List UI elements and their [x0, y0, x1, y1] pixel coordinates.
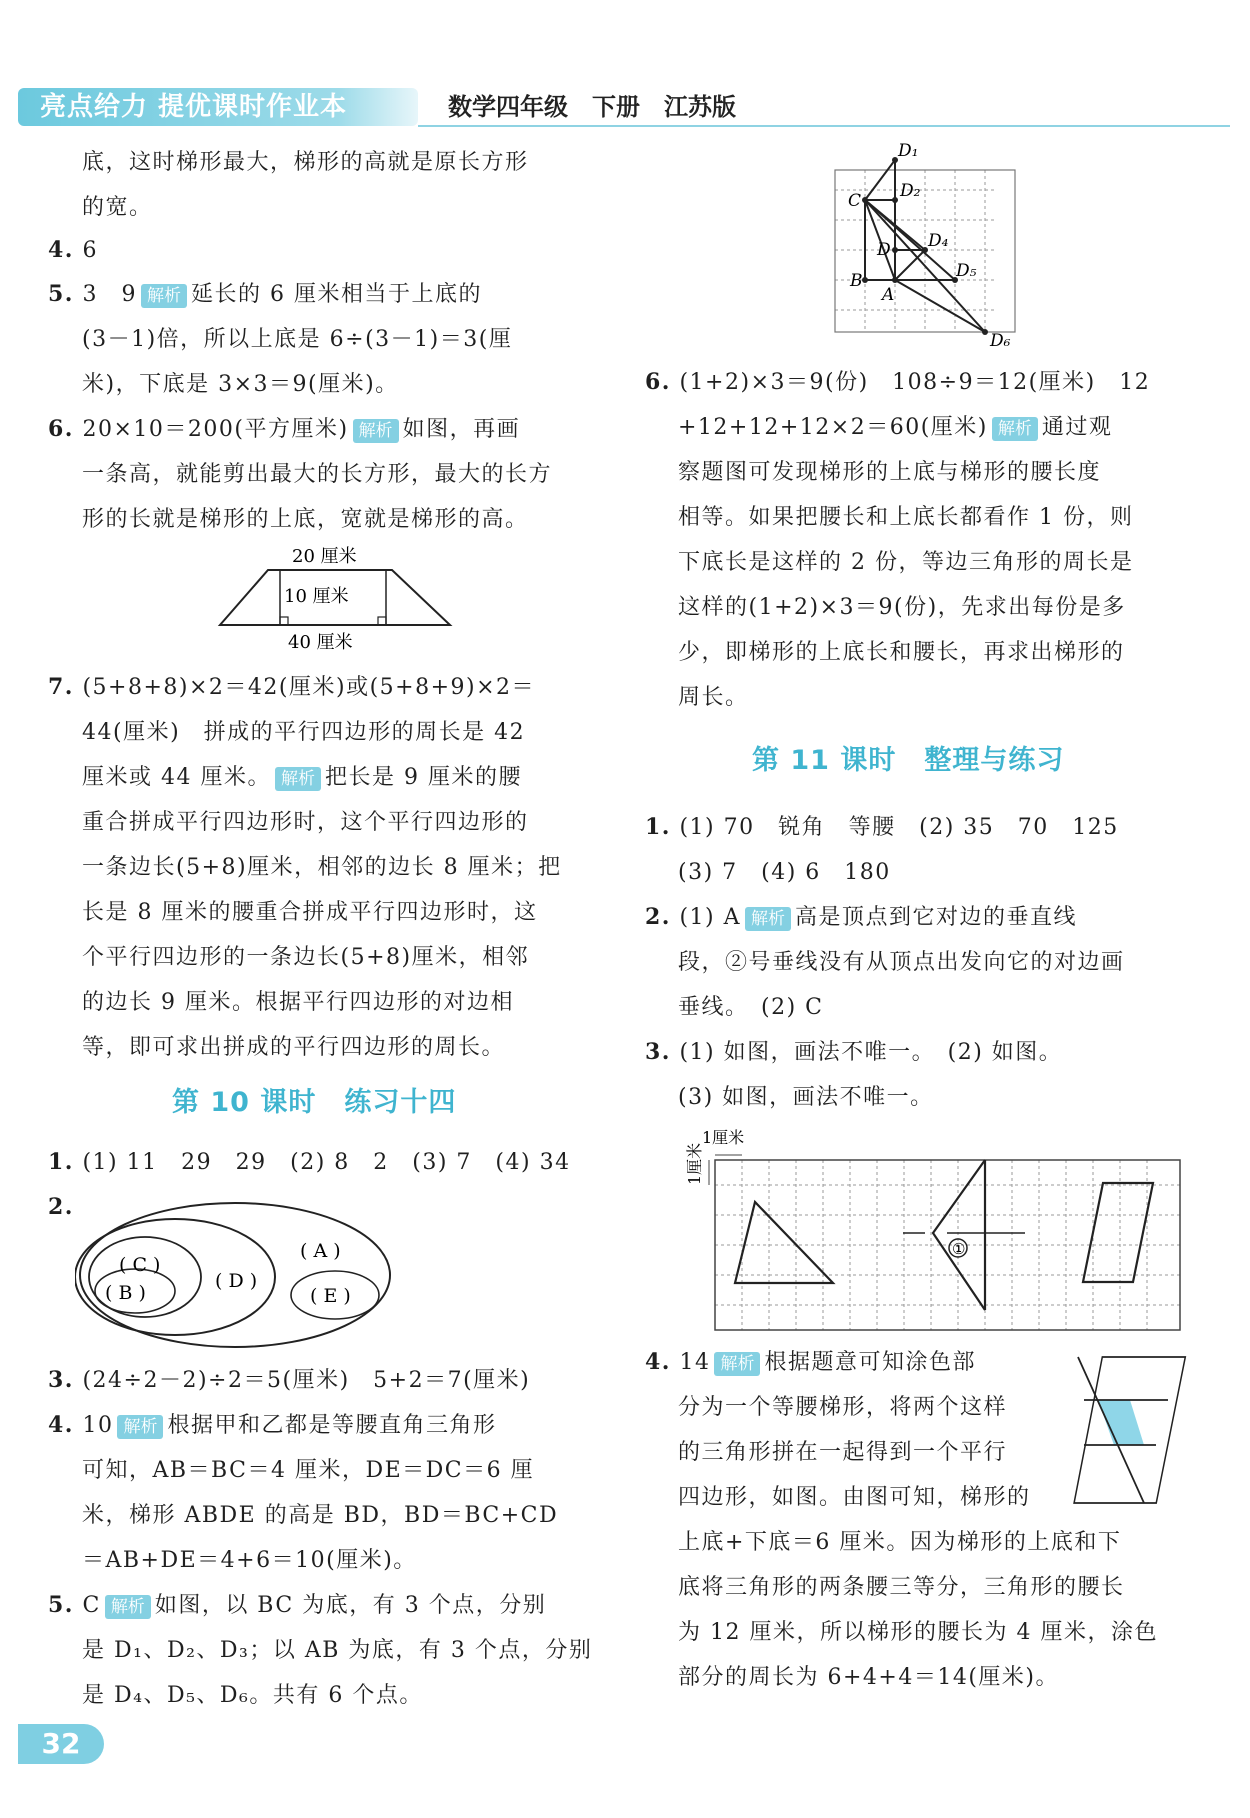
text-line: 四边形，如图。由图可知，梯形的 — [678, 1485, 1031, 1510]
header-divider — [418, 125, 1230, 127]
text-line: 分为一个等腰梯形，将两个这样 — [678, 1395, 1008, 1420]
text-line: 米)，下底是 3×3＝9(厘米)。 — [82, 372, 399, 397]
text-line: 长是 8 厘米的腰重合拼成平行四边形时，这 — [82, 900, 538, 925]
grid-unit-vertical: 1厘米 — [685, 1142, 704, 1185]
s11-answer-2: 2. (1) A 解析 高是顶点到它对边的垂直线 — [645, 904, 1078, 930]
text-line: 米，梯形 ABDE 的高是 BD，BD＝BC+CD — [82, 1503, 559, 1528]
venn-b: ( B ) — [105, 1282, 146, 1304]
text-line: 下底长是这样的 2 份，等边三角形的周长是 — [678, 550, 1134, 575]
parallelogram-figure — [1070, 1345, 1190, 1515]
text-line: 一条边长(5+8)厘米，相邻的边长 8 厘米；把 — [82, 855, 562, 880]
trapezoid-top-label: 20 厘米 — [292, 546, 357, 567]
text-line: +12+12+12×2＝60(厘米) 解析 通过观 — [678, 415, 1113, 440]
venn-c: ( C ) — [119, 1254, 161, 1276]
text-line: 为 12 厘米，所以梯形的腰长为 4 厘米，涂色 — [678, 1620, 1158, 1645]
analysis-tag: 解析 — [141, 284, 187, 308]
section-heading-10: 第 10 课时 练习十四 — [172, 1087, 457, 1118]
text-line: 厘米或 44 厘米。 解析 把长是 9 厘米的腰 — [82, 765, 522, 790]
text-line: (3－1)倍，所以上底是 6÷(3－1)＝3(厘 — [82, 327, 513, 352]
label-d5: D₅ — [956, 261, 977, 281]
grid-circle-label: ① — [952, 1240, 966, 1258]
s10-answer-5: 5. C 解析 如图，以 BC 为底，有 3 个点，分别 — [48, 1592, 547, 1618]
text-line: 形的长就是梯形的上底，宽就是梯形的高。 — [82, 507, 529, 532]
trapezoid-figure — [210, 540, 460, 655]
text-line: 可知，AB＝BC＝4 厘米，DE＝DC＝6 厘 — [82, 1458, 535, 1483]
text-line: 是 D₁、D₂、D₃；以 AB 为底，有 3 个点，分别 — [82, 1638, 593, 1663]
text-line: 上底+下底＝6 厘米。因为梯形的上底和下 — [678, 1530, 1122, 1555]
trapezoid-bottom-label: 40 厘米 — [288, 632, 353, 653]
page-number: 32 — [18, 1724, 104, 1764]
answer-5: 5. 3 9 解析 延长的 6 厘米相当于上底的 — [48, 281, 482, 307]
drawing-grid-figure — [675, 1125, 1185, 1340]
analysis-tag: 解析 — [117, 1415, 163, 1439]
label-d6: D₆ — [990, 331, 1011, 350]
venn-a: ( A ) — [300, 1240, 341, 1262]
text-line: 是 D₄、D₅、D₆。共有 6 个点。 — [82, 1683, 423, 1708]
text-line: 的宽。 — [82, 195, 153, 220]
text-line: 察题图可发现梯形的上底与梯形的腰长度 — [678, 460, 1102, 485]
venn-figure — [75, 1195, 405, 1355]
s10-answer-4: 4. 10 解析 根据甲和乙都是等腰直角三角形 — [48, 1412, 497, 1438]
s10-answer-3: 3. (24÷2－2)÷2＝5(厘米) 5+2＝7(厘米) — [48, 1367, 531, 1393]
text-line: 相等。如果把腰长和上底长都看作 1 份，则 — [678, 505, 1134, 530]
grid-unit-horizontal: 1厘米 — [702, 1128, 745, 1147]
text-line: 底，这时梯形最大，梯形的高就是原长方形 — [82, 150, 529, 175]
right-answer-6: 6. (1+2)×3＝9(份) 108÷9＝12(厘米) 12 — [645, 369, 1151, 395]
text-line: 个平行四边形的一条边长(5+8)厘米，相邻 — [82, 945, 530, 970]
answer-6: 6. 20×10＝200(平方厘米) 解析 如图，再画 — [48, 416, 521, 442]
text-line: (3) 7 (4) 6 180 — [678, 860, 891, 885]
venn-e: ( E ) — [310, 1285, 351, 1307]
label-d2: D₂ — [900, 181, 921, 201]
s11-answer-1: 1. (1) 70 锐角 等腰 (2) 35 70 125 — [645, 814, 1119, 840]
points-grid-figure — [820, 140, 1035, 350]
analysis-tag: 解析 — [353, 419, 399, 443]
book-title: 亮点给力 提优课时作业本 — [40, 92, 348, 122]
section-heading-11: 第 11 课时 整理与练习 — [752, 745, 1065, 776]
analysis-tag: 解析 — [992, 417, 1038, 441]
answer-7: 7. (5+8+8)×2＝42(厘米)或(5+8+9)×2＝ — [48, 674, 536, 700]
label-c: C — [848, 191, 862, 211]
text-line: 少，即梯形的上底长和腰长，再求出梯形的 — [678, 640, 1125, 665]
analysis-tag: 解析 — [105, 1595, 151, 1619]
label-d1: D₁ — [898, 141, 919, 161]
text-line: 段，②号垂线没有从顶点出发向它的对边画 — [678, 950, 1125, 975]
text-line: 等，即可求出拼成的平行四边形的周长。 — [82, 1035, 506, 1060]
text-line: 的三角形拼在一起得到一个平行 — [678, 1440, 1008, 1465]
text-line: 部分的周长为 6+4+4＝14(厘米)。 — [678, 1665, 1060, 1690]
label-b: B — [850, 271, 863, 291]
label-d4: D₄ — [928, 231, 949, 251]
text-line: 底将三角形的两条腰三等分，三角形的腰长 — [678, 1575, 1125, 1600]
text-line: (3) 如图，画法不唯一。 — [678, 1085, 934, 1110]
s11-answer-3: 3. (1) 如图，画法不唯一。 (2) 如图。 — [645, 1039, 1063, 1065]
venn-d: ( D ) — [215, 1270, 258, 1292]
book-subtitle: 数学四年级 下册 江苏版 — [448, 93, 736, 121]
text-line: 的边长 9 厘米。根据平行四边形的对边相 — [82, 990, 514, 1015]
text-line: 垂线。 (2) C — [678, 995, 824, 1020]
label-d: D — [877, 240, 891, 260]
text-line: 一条高，就能剪出最大的长方形，最大的长方 — [82, 462, 553, 487]
text-line: ＝AB+DE＝4+6＝10(厘米)。 — [82, 1548, 417, 1573]
answer-4: 4. 6 — [48, 237, 98, 263]
trapezoid-height-label: 10 厘米 — [284, 586, 349, 607]
label-a: A — [882, 285, 895, 305]
s10-answer-2: 2. — [48, 1194, 74, 1220]
analysis-tag: 解析 — [275, 767, 321, 791]
text-line: 44(厘米) 拼成的平行四边形的周长是 42 — [82, 720, 526, 745]
text-line: 这样的(1+2)×3＝9(份)，先求出每份是多 — [678, 595, 1126, 620]
analysis-tag: 解析 — [745, 907, 791, 931]
text-line: 重合拼成平行四边形时，这个平行四边形的 — [82, 810, 529, 835]
analysis-tag: 解析 — [714, 1352, 760, 1376]
s11-answer-4: 4. 14 解析 根据题意可知涂色部 — [645, 1349, 976, 1375]
text-line: 周长。 — [678, 685, 749, 710]
s10-answer-1: 1. (1) 11 29 29 (2) 8 2 (3) 7 (4) 34 — [48, 1149, 571, 1175]
